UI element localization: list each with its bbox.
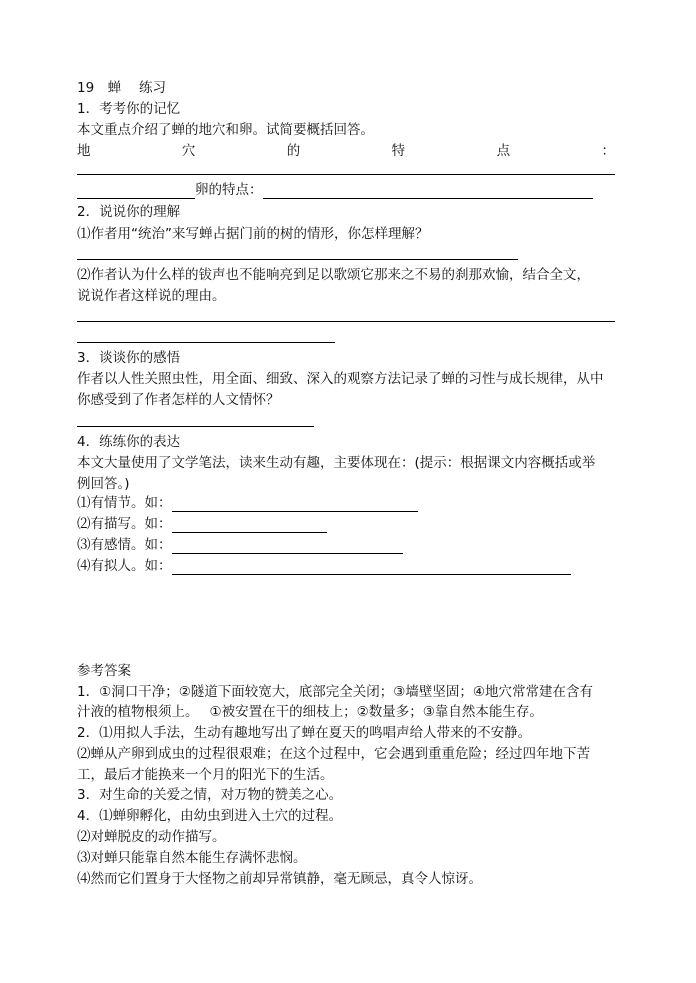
lesson-title: 19 蝉 练习 — [77, 80, 166, 96]
answer-1-line1: 1．①洞口干净；②隧道下面较宽大，底部完全关闭；③墙壁坚固；④地穴常常建在含有 — [77, 684, 593, 700]
q2-sub1-answer-line[interactable] — [77, 259, 518, 260]
q1-cave-char: 点 — [496, 143, 511, 159]
q2-sub2-line2: 说说作者这样说的理由。 — [77, 288, 226, 304]
q4-item-blank[interactable] — [172, 538, 403, 554]
answer-4-3: ⑶对蝉只能靠自然本能生存满怀悲悯。 — [77, 850, 307, 866]
q4-item — [77, 536, 403, 554]
q4-item — [77, 515, 327, 533]
q1-cave-char: ： — [601, 143, 615, 159]
answer-4-2: ⑵对蝉脱皮的动作描写。 — [77, 829, 226, 845]
answer-1-line2: 汁液的植物根须上。 ①被安置在干的细枝上；②数量多；③靠自然本能生存。 — [77, 704, 543, 720]
q4-item — [77, 494, 418, 512]
q4-item-label: ⑴有情节。如： — [77, 495, 172, 511]
q1-egg-blank[interactable] — [263, 183, 593, 199]
q1-heading: 1．考考你的记忆 — [77, 101, 181, 117]
answer-2-line3: 工，最后才能换来一个月的阳光下的生活。 — [77, 767, 334, 783]
q4-item-label: ⑵有描写。如： — [77, 516, 172, 532]
answer-4-1: 4．⑴蝉卵孵化，由幼虫到进入土穴的过程。 — [77, 808, 343, 824]
q3-line1: 作者以人性关照虫性，用全面、细致、深入的观察方法记录了蝉的习性与成长规律，从中 — [77, 371, 604, 387]
q1-cave-char: 穴 — [181, 143, 196, 159]
q3-line2: 你感受到了作者怎样的人文情怀？ — [77, 392, 280, 408]
answers-heading: 参考答案 — [77, 663, 131, 679]
q1-egg-row — [77, 181, 593, 199]
q1-cave-label — [77, 142, 615, 160]
q1-answer-line[interactable] — [77, 174, 615, 175]
q4-line1: 本文大量使用了文学笔法，读来生动有趣，主要体现在：(提示：根据课文内容概括或举 — [77, 455, 596, 471]
answer-3: 3．对生命的关爱之情，对万物的赞美之心。 — [77, 787, 343, 803]
q4-heading: 4．练练你的表达 — [77, 434, 181, 450]
q4-item-blank[interactable] — [172, 559, 571, 575]
q1-prompt: 本文重点介绍了蝉的地穴和卵。试简要概括回答。 — [77, 122, 374, 138]
q1-egg-label: 卵的特点： — [195, 182, 263, 198]
q1-cave-blank[interactable] — [77, 183, 195, 199]
answer-4-4: ⑷然而它们置身于大怪物之前却异常镇静，毫无顾忌，真令人惊讶。 — [77, 871, 482, 887]
q2-heading: 2．说说你的理解 — [77, 204, 181, 220]
q4-item-blank[interactable] — [172, 517, 327, 533]
q1-cave-char: 地 — [77, 143, 91, 159]
answer-2-line1: 2．⑴用拟人手法，生动有趣地写出了蝉在夏天的鸣唱声给人带来的不安静。 — [77, 725, 532, 741]
q3-answer-line[interactable] — [77, 426, 314, 427]
q2-sub1: ⑴作者用“统治”来写蝉占据门前的树的情形，你怎样理解？ — [77, 226, 429, 242]
answer-2-line2: ⑵蝉从产卵到成虫的过程很艰难；在这个过程中，它会遇到重重危险；经过四年地下苦 — [77, 746, 590, 762]
q2-sub2-line1: ⑵作者认为什么样的钹声也不能响亮到足以歌颂它那来之不易的刹那欢愉，结合全文， — [77, 267, 590, 283]
q1-cave-char: 特 — [391, 143, 406, 159]
q4-item-label: ⑶有感情。如： — [77, 537, 172, 553]
q4-item-label: ⑷有拟人。如： — [77, 558, 172, 574]
q4-line2: 例回答。) — [77, 476, 130, 492]
q4-item-blank[interactable] — [172, 496, 418, 512]
q4-item — [77, 557, 571, 575]
q2-sub2-answer-line[interactable] — [77, 321, 615, 322]
q1-cave-char: 的 — [286, 143, 301, 159]
q3-heading: 3．谈谈你的感悟 — [77, 350, 181, 366]
q2-sub2-answer-line-2[interactable] — [77, 342, 335, 343]
